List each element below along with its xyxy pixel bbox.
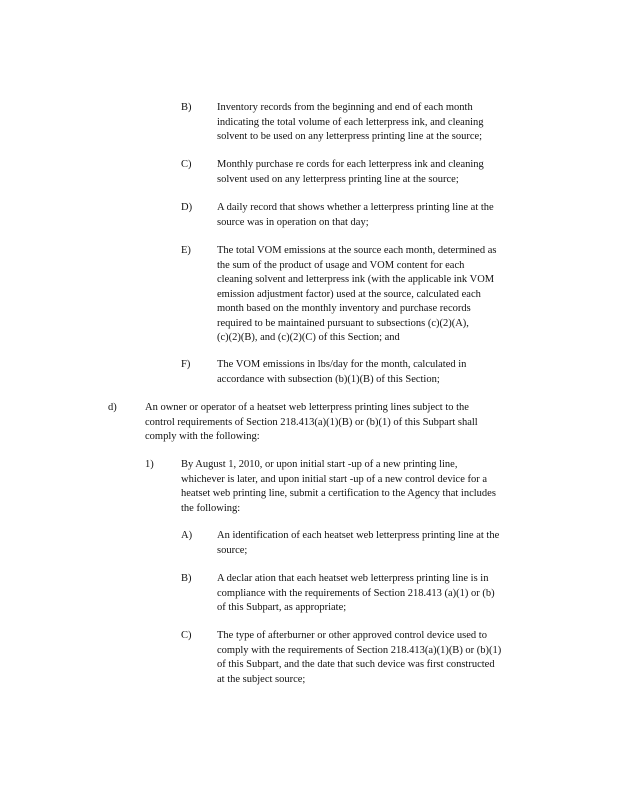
item-text: [217, 529, 539, 558]
item-text: [217, 244, 537, 346]
item-label: E): [181, 245, 191, 256]
text-line: Inventory records from the beginning and end of each month: [217, 102, 473, 113]
text-line: comply with the requirements of Section 218.413(a)(1)(B) or (b)(1): [217, 644, 502, 656]
text-line: source;: [217, 544, 248, 556]
item-label: A): [181, 530, 193, 541]
text-line: accordance with subsection (b)(1)(B) of this Section;: [217, 373, 440, 385]
text-line: month based on the monthly inventory and purchase records: [217, 303, 471, 314]
text-line: of this Subpart, as appropriate;: [217, 602, 347, 613]
text-line: compliance with the requirements of Section 218.413 (a)(1) or (b): [217, 587, 495, 599]
text-line: The total VOM emissions at the source each month, determined as: [217, 245, 497, 256]
text-line: By August 1, 2010, or upon initial start -up of a new printing line,: [181, 459, 458, 470]
item-label: D): [181, 202, 193, 213]
item-text: [217, 572, 537, 616]
text-line: The type of afterburner or other approved control device used to: [217, 630, 487, 641]
item-label: d): [108, 402, 117, 413]
text-line: required to be maintained pursuant to subsections (c)(2)(A),: [217, 317, 469, 329]
item-label: 1): [145, 459, 154, 470]
item-text: [217, 358, 537, 387]
text-line: solvent used on any letterpress printing line at the source;: [217, 173, 459, 185]
item-text: [217, 101, 537, 145]
text-line: whichever is later, and upon initial start -up of a new control device for a: [181, 473, 488, 485]
text-line: solvent to be used on any letterpress printing line at the source;: [217, 131, 483, 142]
item-label: C): [181, 630, 192, 641]
text-line: control requirements of Section 218.413(a)(1)(B) or (b)(1) of this Subpart shall: [145, 416, 478, 428]
item-label: B): [181, 573, 192, 584]
item-text: [217, 201, 537, 230]
item-text: [145, 401, 540, 445]
text-line: the following:: [181, 502, 241, 514]
text-line: A declar ation that each heatset web letterpress printing line is in: [217, 573, 489, 584]
text-line: the sum of the product of usage and VOM content for each: [217, 259, 465, 271]
text-line: indicating the total volume of each letterpress ink, and cleaning: [217, 116, 484, 128]
item-text: [217, 158, 537, 187]
text-line: An identification of each heatset web letterpress printing line at the: [217, 530, 500, 541]
item-text: [181, 458, 539, 516]
item-label: F): [181, 359, 191, 370]
text-line: Monthly purchase re cords for each letterpress ink and cleaning: [217, 159, 484, 170]
item-text: [217, 629, 537, 687]
text-line: comply with the following:: [145, 431, 260, 442]
text-line: The VOM emissions in lbs/day for the month, calculated in: [217, 359, 467, 370]
item-label: C): [181, 159, 192, 170]
item-label: B): [181, 102, 192, 113]
text-line: source was in operation on that day;: [217, 216, 369, 228]
text-line: at the subject source;: [217, 673, 306, 685]
text-line: A daily record that shows whether a letterpress printing line at the: [217, 202, 494, 213]
text-line: cleaning solvent and letterpress ink (with the applicable ink VOM: [217, 274, 495, 285]
text-line: of this Subpart, and the date that such device was first constructed: [217, 659, 495, 670]
text-line: An owner or operator of a heatset web letterpress printing lines subject to the: [145, 402, 469, 413]
text-line: emission adjustment factor) used at the source, calculated each: [217, 288, 481, 300]
text-line: heatset web printing line, submit a certification to the Agency that includes: [181, 488, 496, 499]
text-line: (c)(2)(B), and (c)(2)(C) of this Section; and: [217, 332, 400, 343]
